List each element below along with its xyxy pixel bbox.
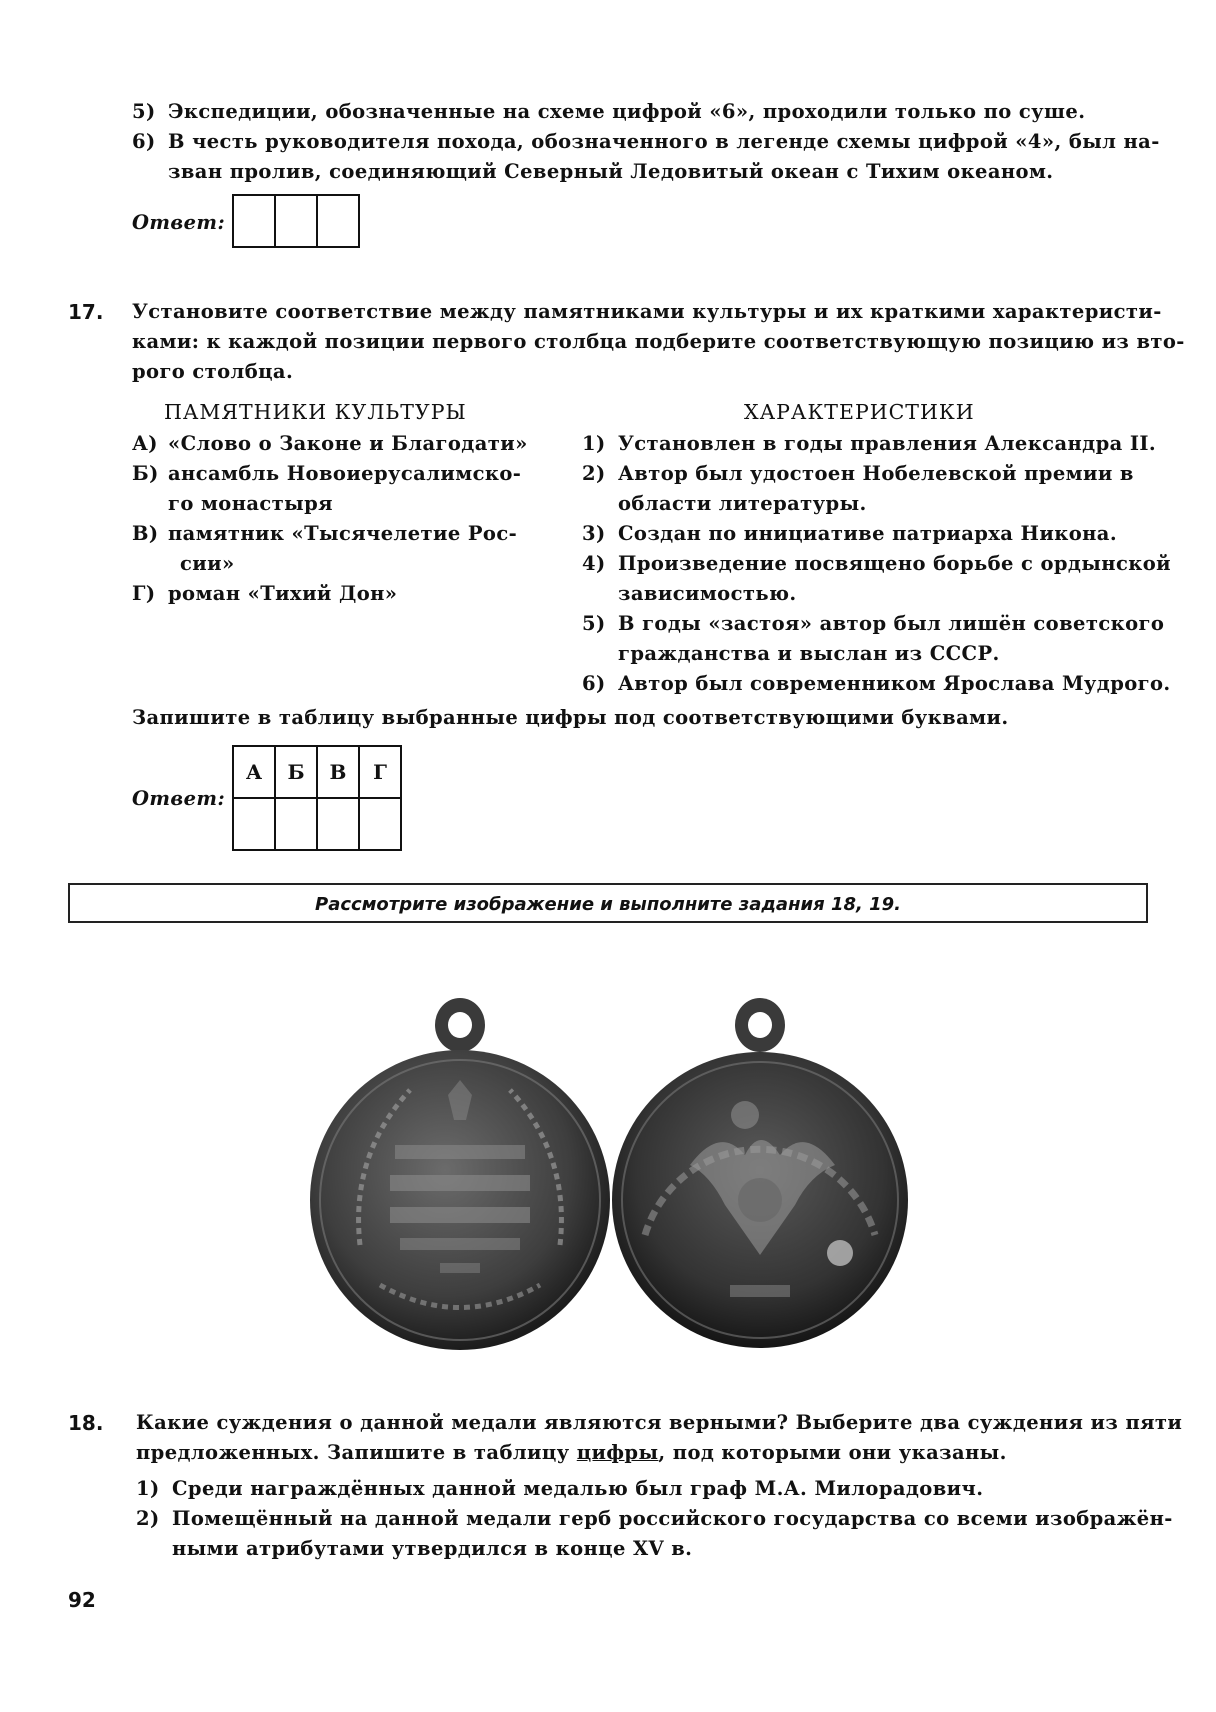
q18-item-text: ными атрибутами утвердился в конце XV в. [172,1537,693,1560]
right-item-key: 6) [582,672,606,695]
answer-letter-a: А [233,746,275,798]
answer-label: Ответ: [132,787,226,810]
right-item-text: области литературы. [618,492,867,515]
q18-text-part: предложенных. Запишите в таблицу [136,1441,577,1464]
answer-letter-v: В [317,746,359,798]
right-item-key: 2) [582,462,606,485]
q17-text: Установите соответствие между памятниками культуры и их краткими характеристи- [132,300,1162,323]
q18-number: 18. [68,1411,104,1435]
q16-item-6-num: 6) [132,130,156,153]
q18-item-num: 1) [136,1477,160,1500]
right-item-key: 4) [582,552,606,575]
answer-cell[interactable] [233,798,275,850]
left-item-key: А) [132,432,158,455]
right-item-text: Установлен в годы правления Александра II. [618,432,1157,455]
medal-reverse [612,998,908,1348]
answer-cell[interactable] [275,195,317,247]
left-item-text: сии» [180,552,235,575]
right-column-header: ХАРАКТЕРИСТИКИ [744,400,975,424]
left-item-text: ансамбль Новоиерусалимско- [168,462,522,485]
answer-cell[interactable] [233,195,275,247]
answer-label: Ответ: [132,211,226,234]
answer-cell[interactable] [275,798,317,850]
left-item-text: памятник «Тысячелетие Рос- [168,522,518,545]
q18-item-num: 2) [136,1507,160,1530]
q18-text-part: , под которыми они указаны. [658,1441,1007,1464]
left-item-text: го монастыря [168,492,333,515]
answer-letter-b: Б [275,746,317,798]
medal-obverse [310,998,610,1350]
right-item-text: Создан по инициативе патриарха Никона. [618,522,1118,545]
answer-cell[interactable] [317,798,359,850]
right-item-text: Автор был современником Ярослава Мудрого. [618,672,1171,695]
left-item-key: Г) [132,582,156,605]
page-number: 92 [68,1588,96,1612]
q16-item-6-text: В честь руководителя похода, обозначенного в легенде схемы цифрой «4», был на- [168,130,1160,153]
medal-photo [290,985,940,1350]
answer-cell[interactable] [317,195,359,247]
q17-number: 17. [68,300,104,324]
right-item-key: 3) [582,522,606,545]
q18-item-text: Среди награждённых данной медалью был граф М.А. Милорадович. [172,1477,984,1500]
q16-item-6-text-cont: зван пролив, соединяющий Северный Ледовитый океан с Тихим океаном. [168,160,1054,183]
instruction-banner: Рассмотрите изображение и выполните задания 18, 19. [68,883,1148,923]
q17-text: рого столбца. [132,360,294,383]
q18-item-text: Помещённый на данной медали герб российского государства со всеми изображён- [172,1507,1173,1530]
left-item-text: роман «Тихий Дон» [168,582,398,605]
q17-instruction: Запишите в таблицу выбранные цифры под соответствующими буквами. [132,706,1009,729]
q18-text-line2 [136,1438,1007,1468]
answer-letter-g: Г [359,746,401,798]
right-item-text: гражданства и выслан из СССР. [618,642,1000,665]
left-item-key: В) [132,522,159,545]
right-item-text: В годы «застоя» автор был лишён советского [618,612,1165,635]
left-item-text: «Слово о Законе и Благодати» [168,432,528,455]
q17-text: ками: к каждой позиции первого столбца подберите соответствующую позицию из вто- [132,330,1185,353]
left-column-header: ПАМЯТНИКИ КУЛЬТУРЫ [164,400,467,424]
q16-item-5-text: Экспедиции, обозначенные на схеме цифрой «6», проходили только по суше. [168,100,1086,123]
right-item-key: 1) [582,432,606,455]
right-item-text: Произведение посвящено борьбе с ордынской [618,552,1171,575]
left-item-key: Б) [132,462,159,485]
answer-cell[interactable] [359,798,401,850]
q18-text: Какие суждения о данной медали являются верными? Выберите два суждения из пяти [136,1411,1183,1434]
q16-item-5-num: 5) [132,100,156,123]
right-item-text: Автор был удостоен Нобелевской премии в [618,462,1134,485]
right-item-text: зависимостью. [618,582,797,605]
q18-text-emphasis: цифры [576,1441,659,1464]
right-item-key: 5) [582,612,606,635]
q17-answer-grid[interactable] [232,745,402,851]
q16-answer-grid[interactable] [232,194,360,248]
